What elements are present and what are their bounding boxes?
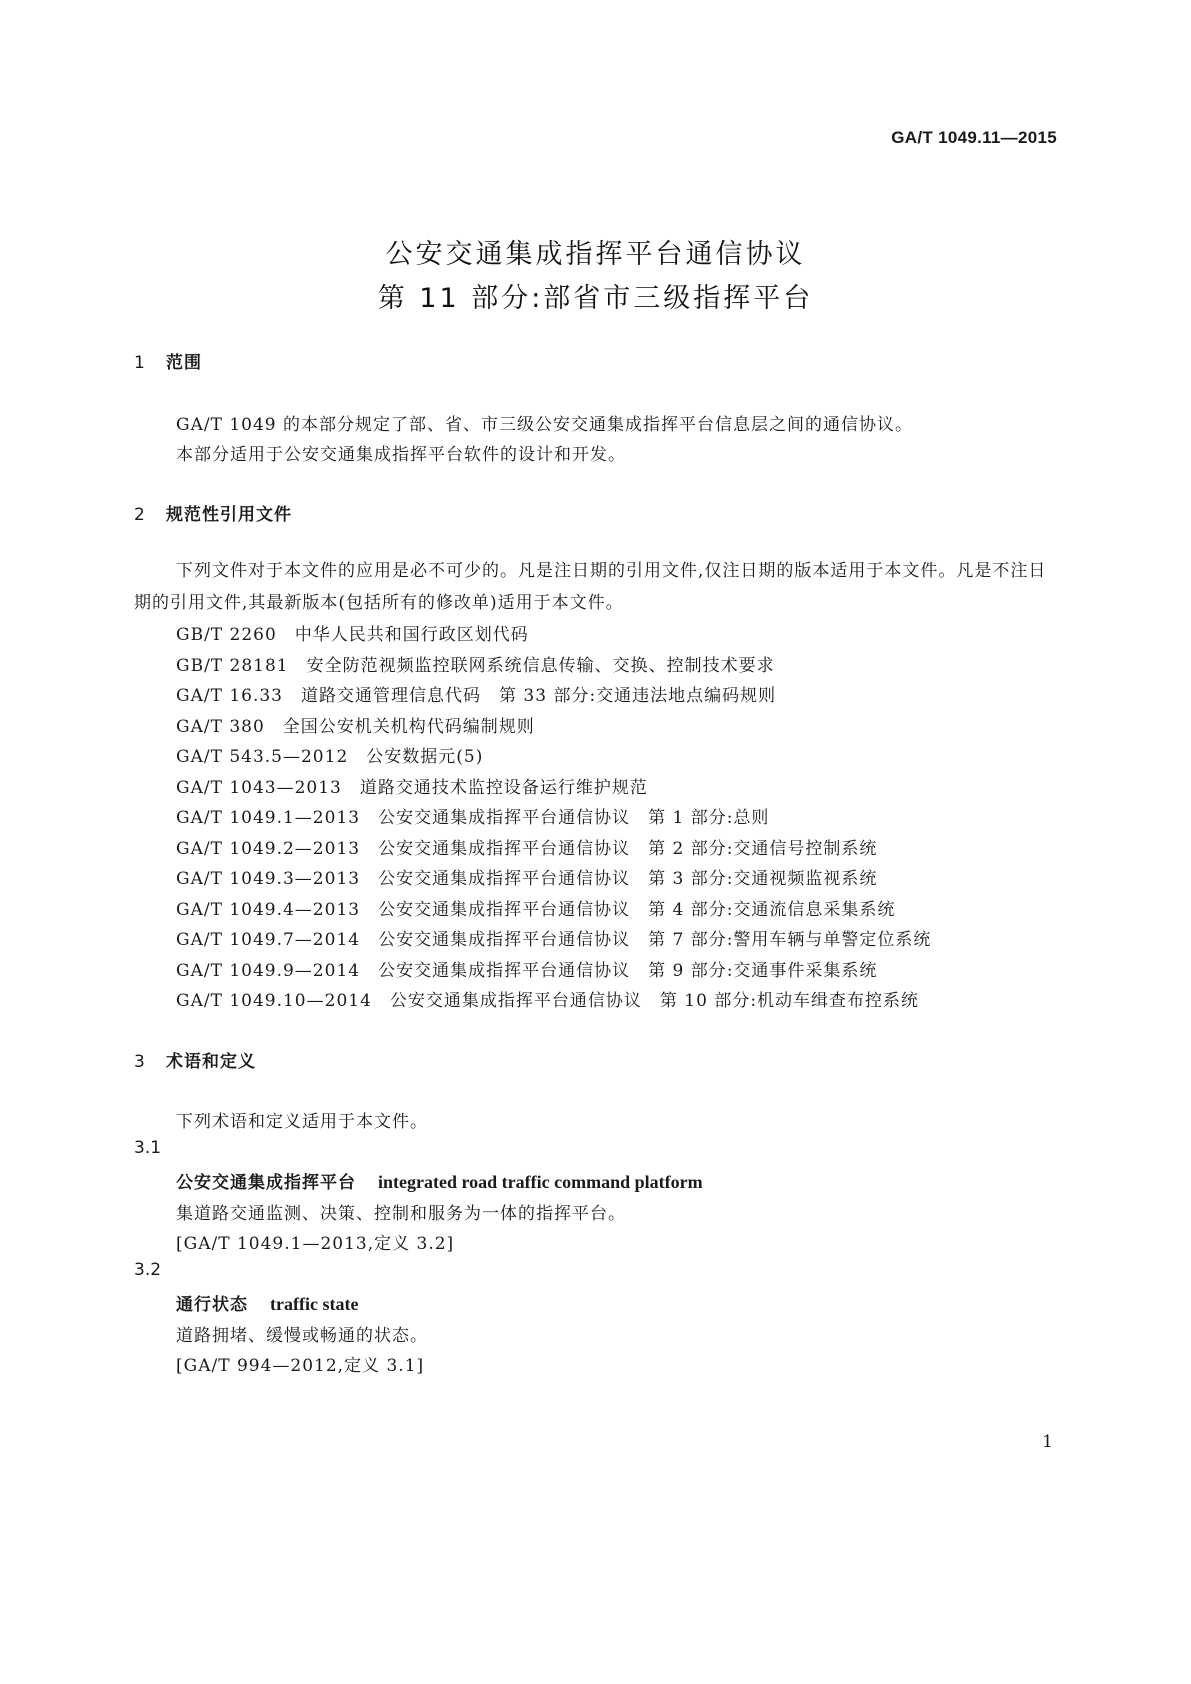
reference-title: 公安交通集成指挥平台通信协议 第 10 部分:机动车缉查布控系统 — [389, 991, 920, 1011]
section-heading-normative-references — [134, 500, 292, 525]
section-heading-terms — [134, 1047, 256, 1072]
reference-item — [176, 925, 931, 950]
reference-item — [176, 803, 769, 828]
reference-code: GB/T 2260 — [176, 625, 277, 645]
reference-code: GA/T 1043—2013 — [176, 778, 342, 798]
section-number: 2 — [134, 505, 146, 525]
document-subtitle: 第 11 部分:部省市三级指挥平台 — [377, 283, 814, 314]
section-title: 规范性引用文件 — [166, 505, 292, 525]
reference-item — [176, 773, 648, 798]
reference-item — [176, 712, 535, 737]
reference-title: 公安交通集成指挥平台通信协议 第 4 部分:交通流信息采集系统 — [378, 900, 896, 920]
reference-title: 公安交通集成指挥平台通信协议 第 7 部分:警用车辆与单警定位系统 — [378, 930, 932, 950]
reference-title: 公安交通集成指挥平台通信协议 第 1 部分:总则 — [378, 808, 770, 828]
reference-code: GB/T 28181 — [176, 656, 289, 676]
section-title: 范围 — [166, 353, 202, 373]
reference-title: 全国公安机关机构代码编制规则 — [282, 717, 535, 737]
reference-item — [176, 986, 919, 1011]
term-name-en: traffic state — [270, 1294, 359, 1314]
term-definition: 道路拥堵、缓慢或畅通的状态。 — [176, 1326, 428, 1346]
page-number: 1 — [1042, 1432, 1053, 1452]
term-source: [GA/T 994—2012,定义 3.1] — [176, 1356, 425, 1376]
reference-title: 道路交通管理信息代码 第 33 部分:交通违法地点编码规则 — [301, 686, 777, 706]
term-heading — [176, 1290, 358, 1315]
reference-item — [176, 956, 877, 981]
reference-item — [176, 620, 529, 645]
reference-title: 公安交通集成指挥平台通信协议 第 3 部分:交通视频监视系统 — [378, 869, 878, 889]
section-heading-scope — [134, 348, 202, 373]
reference-item — [176, 895, 895, 920]
reference-title: 道路交通技术监控设备运行维护规范 — [359, 778, 648, 798]
section-number: 1 — [134, 353, 146, 373]
section-title: 术语和定义 — [166, 1052, 256, 1072]
reference-code: GA/T 1049.10—2014 — [176, 991, 372, 1011]
term-name-zh: 公安交通集成指挥平台 — [176, 1173, 356, 1193]
reference-code: GA/T 1049.1—2013 — [176, 808, 361, 828]
term-number: 3.1 — [134, 1138, 162, 1158]
reference-item — [176, 742, 483, 767]
reference-item — [176, 864, 877, 889]
reference-code: GA/T 1049.2—2013 — [176, 839, 361, 859]
standard-code: GA/T 1049.11—2015 — [891, 128, 1057, 147]
term-heading — [176, 1168, 703, 1193]
reference-code: GA/T 1049.4—2013 — [176, 900, 361, 920]
section-number: 3 — [134, 1052, 146, 1072]
reference-code: GA/T 1049.3—2013 — [176, 869, 361, 889]
scope-paragraph-1: GA/T 1049 的本部分规定了部、省、市三级公安交通集成指挥平台信息层之间的通信协议。 — [176, 415, 913, 435]
reference-code: GA/T 1049.7—2014 — [176, 930, 361, 950]
reference-title: 中华人民共和国行政区划代码 — [294, 625, 529, 645]
term-name-en: integrated road traffic command platform — [378, 1172, 703, 1192]
term-definition: 集道路交通监测、决策、控制和服务为一体的指挥平台。 — [176, 1204, 626, 1224]
reference-title: 公安数据元(5) — [366, 747, 484, 767]
reference-code: GA/T 380 — [176, 717, 265, 737]
scope-paragraph-2: 本部分适用于公安交通集成指挥平台软件的设计和开发。 — [176, 445, 626, 465]
term-source: [GA/T 1049.1—2013,定义 3.2] — [176, 1234, 455, 1254]
reference-code: GA/T 543.5—2012 — [176, 747, 349, 767]
terms-intro: 下列术语和定义适用于本文件。 — [176, 1112, 428, 1132]
document-title: 公安交通集成指挥平台通信协议 — [385, 239, 806, 270]
reference-item — [176, 651, 775, 676]
term-number: 3.2 — [134, 1260, 162, 1280]
references-intro: 下列文件对于本文件的应用是必不可少的。凡是注日期的引用文件,仅注日期的版本适用于本文件。凡是不注日期的引用文件,其最新版本(包括所有的修改单)适用于本文件。 — [134, 561, 1047, 613]
reference-title: 安全防范视频监控联网系统信息传输、交换、控制技术要求 — [306, 656, 775, 676]
reference-item — [176, 681, 776, 706]
reference-title: 公安交通集成指挥平台通信协议 第 9 部分:交通事件采集系统 — [378, 961, 878, 981]
term-name-zh: 通行状态 — [176, 1295, 248, 1315]
reference-title: 公安交通集成指挥平台通信协议 第 2 部分:交通信号控制系统 — [378, 839, 878, 859]
reference-item — [176, 834, 877, 859]
reference-code: GA/T 1049.9—2014 — [176, 961, 361, 981]
reference-code: GA/T 16.33 — [176, 686, 283, 706]
